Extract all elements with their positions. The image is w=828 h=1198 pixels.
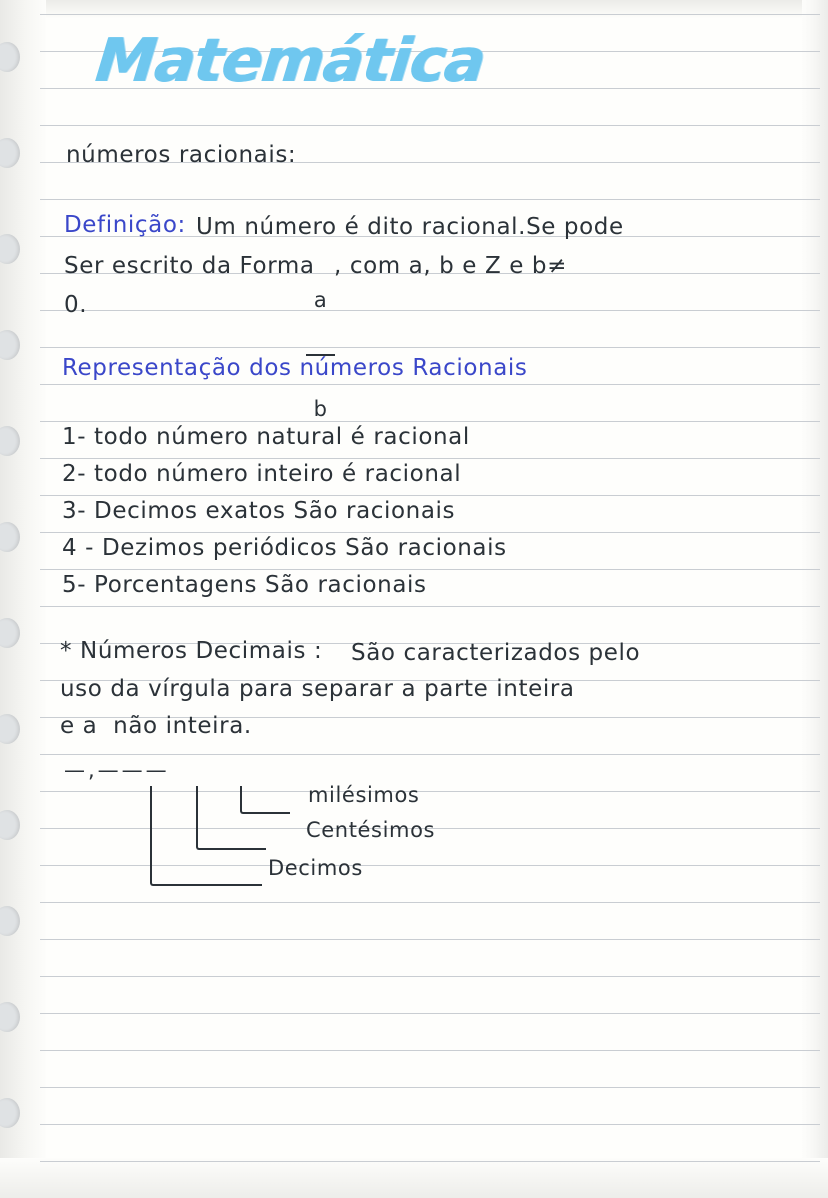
list-item-2: 2- todo número inteiro é racional (62, 461, 462, 487)
decimais-line-3: e a não inteira. (60, 713, 252, 739)
list-item-5: 5- Porcentagens São racionais (62, 572, 427, 598)
diagram-label-centesimos: Centésimos (306, 818, 436, 842)
page-title: Matemática (92, 26, 488, 96)
rule-line (40, 569, 820, 570)
rule-line (40, 14, 820, 15)
rule-line (40, 495, 820, 496)
ruled-lines (40, 0, 820, 1198)
rule-line (40, 939, 820, 940)
section-heading-representacao: Representação dos números Racionais (62, 355, 528, 381)
rule-line (40, 1087, 820, 1088)
rule-line (40, 384, 820, 385)
diagram-top-marks: —,——— (64, 758, 170, 782)
list-item-4: 4 - Dezimos periódicos São racionais (62, 535, 507, 561)
bracket-milesimos (240, 786, 290, 814)
rule-line (40, 606, 820, 607)
rule-line (40, 1161, 820, 1162)
list-item-3: 3- Decimos exatos São racionais (62, 498, 456, 524)
rule-line (40, 1124, 820, 1125)
rule-line (40, 976, 820, 977)
rule-line (40, 347, 820, 348)
rule-line (40, 1013, 820, 1014)
subtitle: números racionais: (66, 142, 297, 168)
decimais-line-1: São caracterizados pelo (351, 640, 641, 666)
definicao-line-3: 0. (64, 292, 88, 318)
diagram-label-decimos: Decimos (268, 856, 363, 880)
fraction-denominator: b (313, 397, 328, 421)
rule-line (40, 421, 820, 422)
rule-line (40, 754, 820, 755)
rule-line (40, 199, 820, 200)
rule-line (40, 310, 820, 311)
decimais-line-2: uso da vírgula para separar a parte inteira (60, 676, 575, 702)
rule-line (40, 458, 820, 459)
fraction-numerator: a (313, 288, 328, 312)
section-heading-definicao: Definição: (64, 212, 186, 238)
rule-line (40, 902, 820, 903)
diagram-label-milesimos: milésimos (308, 783, 420, 807)
definicao-line-2-pre: Ser escrito da Forma (64, 253, 315, 279)
rule-line (40, 125, 820, 126)
definicao-line-2-post: , com a, b e Z e b≠ (334, 253, 567, 279)
section-heading-decimais: * Números Decimais : (60, 638, 323, 664)
rule-line (40, 1050, 820, 1051)
rule-line (40, 532, 820, 533)
definicao-line-1: Um número é dito racional.Se pode (196, 214, 624, 240)
list-item-1: 1- todo número natural é racional (62, 424, 470, 450)
